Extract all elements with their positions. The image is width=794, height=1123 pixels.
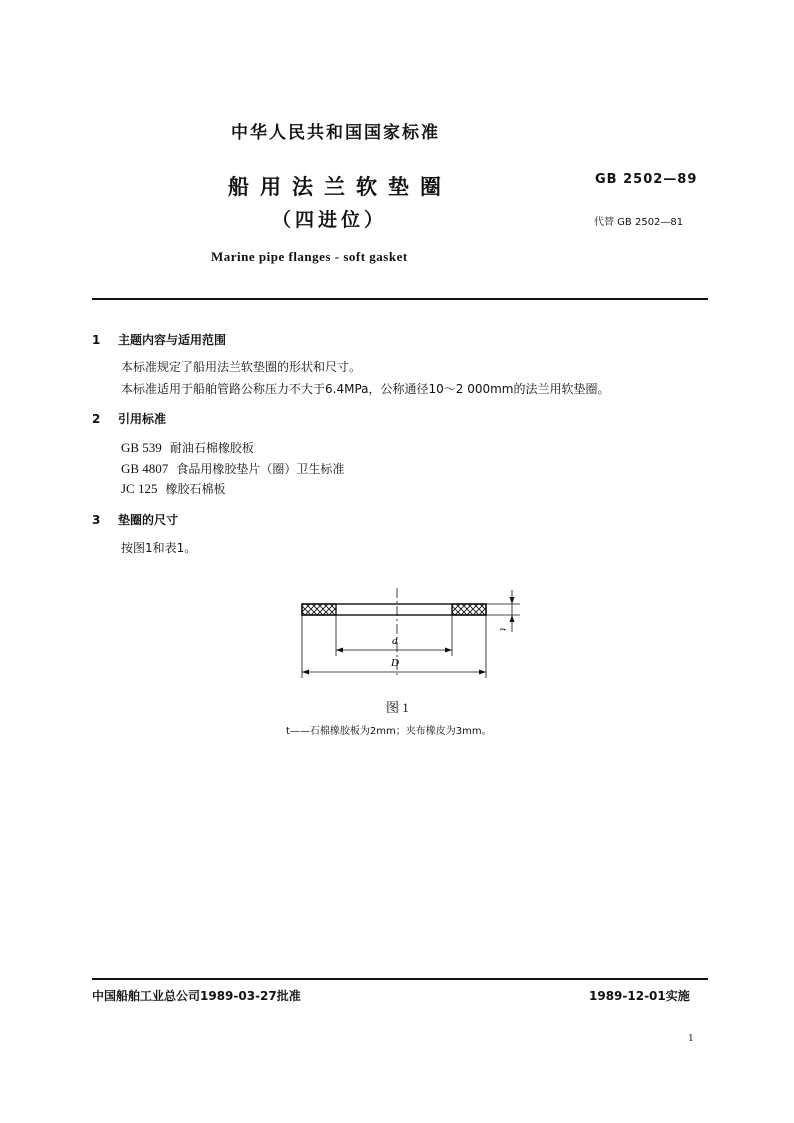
reference-code: GB 539 xyxy=(121,440,162,455)
page-number: 1 xyxy=(688,1032,694,1044)
section-1-heading xyxy=(92,331,226,348)
section-3-paragraph: 按图1和表1。 xyxy=(121,541,197,555)
reference-name: 耐油石棉橡胶板 xyxy=(169,441,254,455)
header-divider xyxy=(92,298,708,300)
gasket-body xyxy=(302,604,486,615)
replaces-note: 代替 GB 2502—81 xyxy=(594,217,684,228)
standard-code: GB 2502—89 xyxy=(595,172,698,187)
figure-caption: 图 1 xyxy=(386,700,409,715)
section-2-title: 引用标准 xyxy=(118,412,167,426)
section-1-paragraph: 本标准适用于船舶管路公称压力不大于6.4MPa，公称通径10～2 000mm的法兰用软垫圈。 xyxy=(121,382,610,396)
section-2-number: 2 xyxy=(92,412,101,426)
footer-divider xyxy=(92,978,708,980)
document-title: 船用法兰软垫圈 xyxy=(228,175,452,199)
implementation-date: 1989-12-01实施 xyxy=(589,989,690,1003)
national-standard-label: 中华人民共和国国家标准 xyxy=(231,123,440,143)
section-1-title: 主题内容与适用范围 xyxy=(118,333,227,347)
section-2-heading xyxy=(92,410,166,427)
reference-code: JC 125 xyxy=(121,481,158,496)
section-3-number: 3 xyxy=(92,513,101,527)
document-subtitle: （四进位） xyxy=(272,209,388,231)
gasket-cross-section-figure xyxy=(290,582,530,684)
dim-thickness-label: t xyxy=(497,628,508,631)
dim-outer-label: D xyxy=(391,657,399,669)
section-3-heading xyxy=(92,511,178,528)
dim-inner-label: d xyxy=(392,635,398,647)
reference-item xyxy=(121,460,344,477)
reference-name: 食品用橡胶垫片（圈）卫生标准 xyxy=(176,462,345,476)
figure-note: t——石棉橡胶板为2mm；夹布橡皮为3mm。 xyxy=(286,726,492,737)
section-3-title: 垫圈的尺寸 xyxy=(118,513,179,527)
reference-code: GB 4807 xyxy=(121,461,169,476)
section-1-number: 1 xyxy=(92,333,101,347)
reference-name: 橡胶石棉板 xyxy=(165,482,226,496)
reference-item xyxy=(121,439,254,456)
reference-item xyxy=(121,480,226,497)
section-1-paragraph: 本标准规定了船用法兰软垫圈的形状和尺寸。 xyxy=(121,360,362,374)
english-title: Marine pipe flanges - soft gasket xyxy=(211,249,408,264)
approval-info: 中国船舶工业总公司1989-03-27批准 xyxy=(92,989,301,1003)
